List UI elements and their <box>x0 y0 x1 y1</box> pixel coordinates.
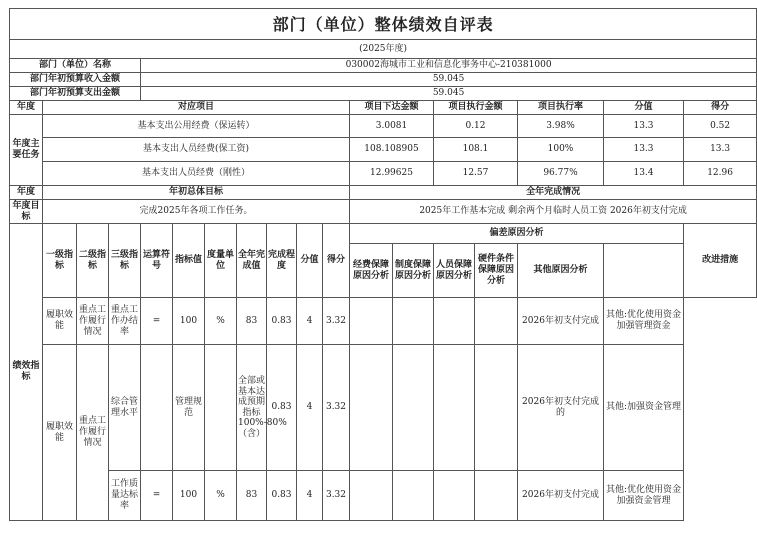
evaluation-sheet <box>9 8 739 521</box>
task-got: 12.96 <box>684 162 757 186</box>
expense-value: 59.045 <box>141 87 757 101</box>
task-got: 0.52 <box>684 115 757 138</box>
indicator-degree: 0.83 <box>267 471 297 521</box>
indicator-staff <box>434 298 475 345</box>
tasks-year-header: 年度 <box>10 101 43 115</box>
task-budget: 3.0081 <box>350 115 434 138</box>
indicator-unit <box>205 345 237 471</box>
indicator-l2: 重点工作履行情况 <box>77 298 109 345</box>
goals-year-label: 年度 <box>10 186 43 200</box>
task-exec-rate: 3.98% <box>518 115 604 138</box>
indicator-op: = <box>141 471 173 521</box>
indicator-l3: 重点工作办结率 <box>109 298 141 345</box>
indicator-other: 2026年初支付完成 <box>518 471 604 521</box>
income-label: 部门年初预算收入金额 <box>10 73 141 87</box>
col-l1-header: 一级指标 <box>43 224 77 298</box>
task-got: 13.3 <box>684 138 757 162</box>
indicator-actual: 全部或基本达成预期指标100%-80%（含） <box>237 345 267 471</box>
task-budget: 108.108905 <box>350 138 434 162</box>
indicator-unit: % <box>205 298 237 345</box>
indicator-degree: 0.83 <box>267 298 297 345</box>
year-subtitle: (2025年度) <box>10 40 757 59</box>
indicator-funding <box>350 345 393 471</box>
task-score: 13.4 <box>604 162 684 186</box>
indicator-op: = <box>141 298 173 345</box>
task-exec-amount: 108.1 <box>434 138 518 162</box>
indicator-op <box>141 345 173 471</box>
indicator-system <box>393 345 434 471</box>
col-system-header: 制度保障原因分析 <box>393 244 434 298</box>
expense-label: 部门年初预算支出金额 <box>10 87 141 101</box>
task-project: 基本支出人员经费(保工资) <box>43 138 350 162</box>
indicator-target: 100 <box>173 298 205 345</box>
indicator-funding <box>350 298 393 345</box>
task-exec-rate: 100% <box>518 138 604 162</box>
indicator-other: 2026年初支付完成 <box>518 298 604 345</box>
completion-text: 2025年工作基本完成 剩余两个月临时人员工资 2026年初支付完成 <box>350 200 757 224</box>
task-score: 13.3 <box>604 138 684 162</box>
col-unit-header: 度量单位 <box>205 224 237 298</box>
col-l2-header: 二级指标 <box>77 224 109 298</box>
indicator-system <box>393 471 434 521</box>
col-measures-header: 改进措施 <box>684 224 757 298</box>
col-funding-header: 经费保障原因分析 <box>350 244 393 298</box>
indicator-hardware <box>475 345 518 471</box>
indicator-l1: 履职效能 <box>43 345 77 521</box>
indicator-measures: 其他:优化使用资金 加强资金管理 <box>604 471 684 521</box>
task-exec-rate: 96.77% <box>518 162 604 186</box>
task-budget: 12.99625 <box>350 162 434 186</box>
indicator-other: 2026年初支付完成的 <box>518 345 604 471</box>
page-title: 部门（单位）整体绩效自评表 <box>10 9 757 40</box>
goal-text: 完成2025年各项工作任务。 <box>43 200 350 224</box>
indicator-target: 100 <box>173 471 205 521</box>
col-degree-header: 完成程度 <box>267 224 297 298</box>
indicator-staff <box>434 345 475 471</box>
task-exec-amount: 12.57 <box>434 162 518 186</box>
task-project: 基本支出人员经费（刚性） <box>43 162 350 186</box>
indicator-got: 3.32 <box>323 298 350 345</box>
indicator-actual: 83 <box>237 298 267 345</box>
task-project: 基本支出公用经费（保运转） <box>43 115 350 138</box>
indicator-hardware <box>475 298 518 345</box>
indicator-staff <box>434 471 475 521</box>
deviation-header: 偏差原因分析 <box>350 224 684 244</box>
evaluation-table <box>9 8 757 521</box>
tasks-side-label: 年度主要任务 <box>10 115 43 186</box>
goal-label: 年度目标 <box>10 200 43 224</box>
col-got-header: 得分 <box>323 224 350 298</box>
indicator-score: 4 <box>297 345 323 471</box>
tasks-exec-rate-header: 项目执行率 <box>518 101 604 115</box>
indicator-score: 4 <box>297 471 323 521</box>
dept-name-value: 030002海城市工业和信息化事务中心-210381000 <box>141 59 757 73</box>
indicator-l3: 综合管理水平 <box>109 345 141 471</box>
indicators-side-label: 绩效指标 <box>10 224 43 521</box>
col-score-header: 分值 <box>297 224 323 298</box>
col-staff-header: 人员保障原因分析 <box>434 244 475 298</box>
tasks-score-header: 分值 <box>604 101 684 115</box>
col-op-header: 运算符号 <box>141 224 173 298</box>
col-target-header: 指标值 <box>173 224 205 298</box>
initial-goal-header: 年初总体目标 <box>43 186 350 200</box>
col-hardware-header: 硬件条件保障原因分析 <box>475 244 518 298</box>
indicator-l1: 履职效能 <box>43 298 77 345</box>
indicator-score: 4 <box>297 298 323 345</box>
indicator-hardware <box>475 471 518 521</box>
indicator-measures: 其他:优化使用资金 加强管理资金 <box>604 298 684 345</box>
tasks-exec-amount-header: 项目执行金额 <box>434 101 518 115</box>
indicator-l2: 重点工作履行情况 <box>77 345 109 521</box>
indicator-got: 3.32 <box>323 471 350 521</box>
indicator-degree: 0.83 <box>267 345 297 471</box>
indicator-target: 管理规范 <box>173 345 205 471</box>
indicator-funding <box>350 471 393 521</box>
col-other-header: 其他原因分析 <box>518 244 604 298</box>
indicator-got: 3.32 <box>323 345 350 471</box>
indicator-actual: 83 <box>237 471 267 521</box>
tasks-got-header: 得分 <box>684 101 757 115</box>
income-value: 59.045 <box>141 73 757 87</box>
task-exec-amount: 0.12 <box>434 115 518 138</box>
dept-name-label: 部门（单位）名称 <box>10 59 141 73</box>
indicator-l3: 工作质量达标率 <box>109 471 141 521</box>
task-score: 13.3 <box>604 115 684 138</box>
col-l3-header: 三级指标 <box>109 224 141 298</box>
indicator-system <box>393 298 434 345</box>
indicator-measures: 其他:加强资金管理 <box>604 345 684 471</box>
tasks-project-header: 对应项目 <box>43 101 350 115</box>
completion-header: 全年完成情况 <box>350 186 757 200</box>
indicator-unit: % <box>205 471 237 521</box>
col-actual-header: 全年完成值 <box>237 224 267 298</box>
tasks-budget-header: 项目下达金额 <box>350 101 434 115</box>
